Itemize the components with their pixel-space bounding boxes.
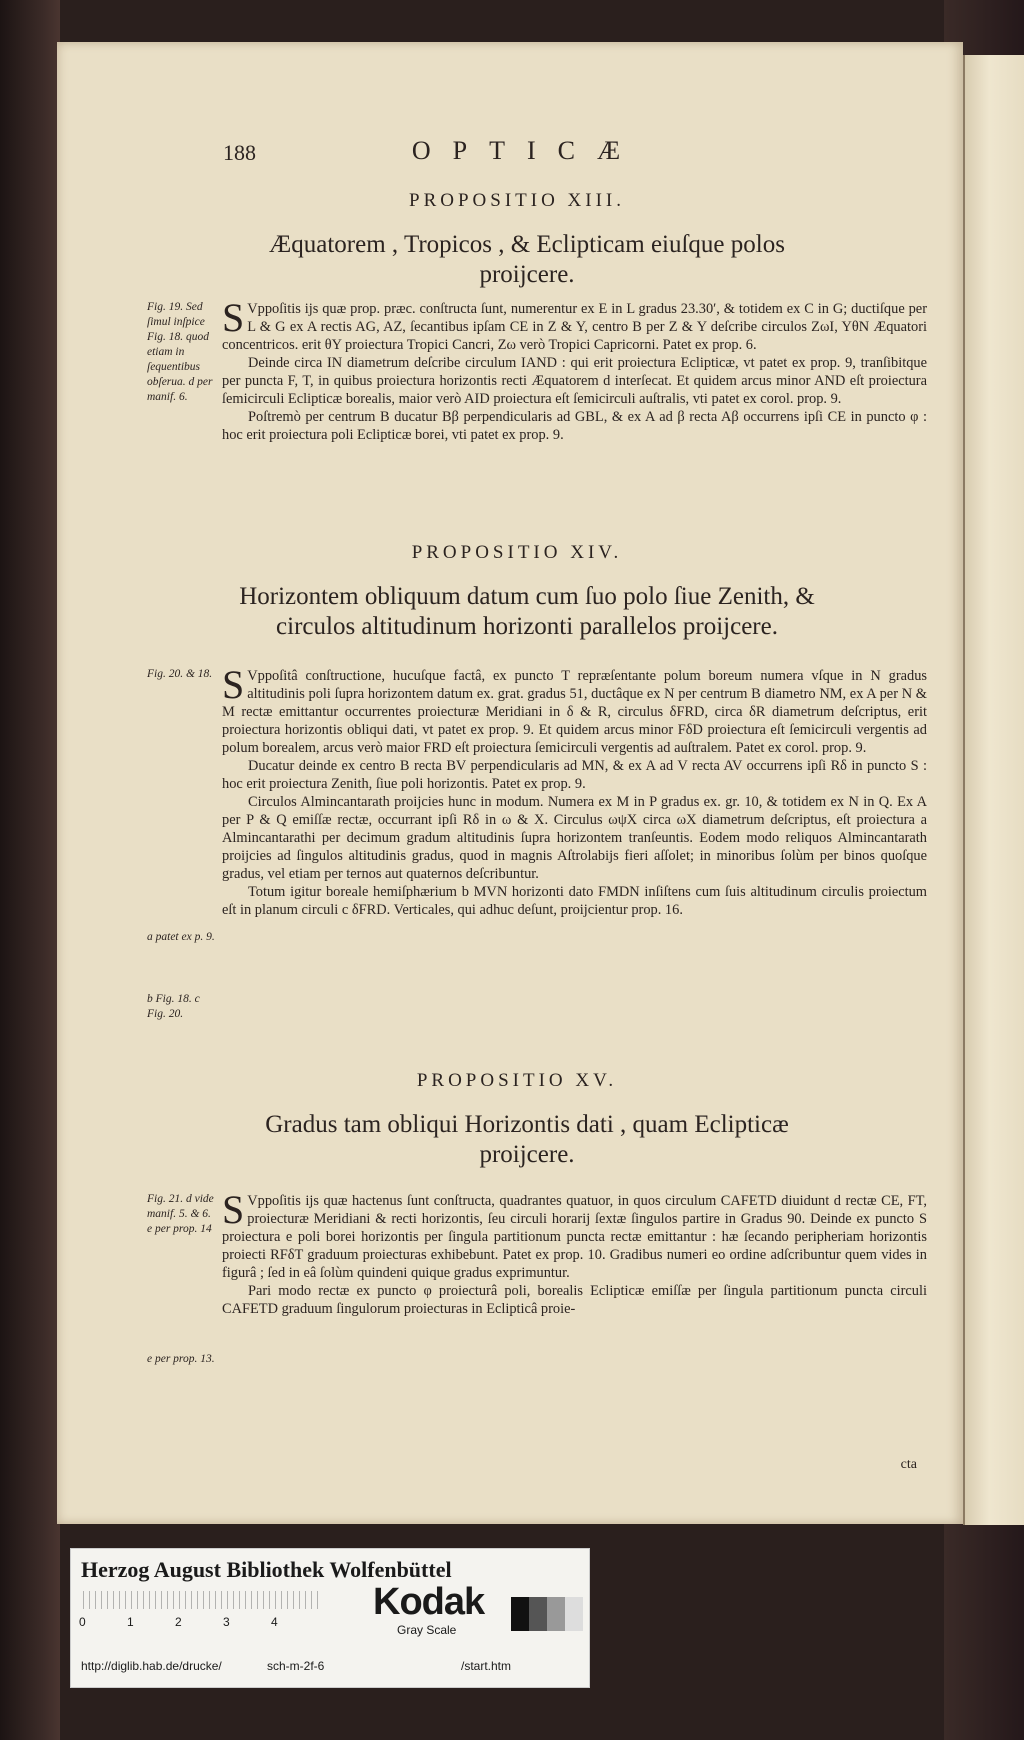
- prop-13-margin-note: Fig. 19. Sed ſimul inſpice Fig. 18. quod etiam in ſequentibus obſerua. d per manif. 6.: [147, 301, 213, 403]
- prop-15-title: Gradus tam obliqui Horizontis dati , quam Eclipticæ proijcere.: [265, 1111, 789, 1168]
- prop-15-paragraph-1: S Vppoſitis ijs quæ hactenus ſunt conſtructa, quadrantes quatuor, in quos circulum CAFETD diuidunt d rectæ CE, FT, proiecturæ Meridiani & recti horizontis, ſeu circuli horarij ſextæ ſingulos partire in Gradus 90. Deinde ex puncto S proiectura e poli borei horizontis per ſingula partitionum puncta rectæ emittantur : hæ ſecando peripheriam horizontis proiecti RFδT graduum proiecturas exhibebunt. Patet ex prop. 10. Gradibus numeri eo ordine adſcribuntur quem vides in figurâ ; ſed in eâ ſolùm quindeni quique gradus exprimuntur.: [222, 1187, 927, 1281]
- page-number: 188: [223, 140, 256, 165]
- gray-patch: [547, 1597, 565, 1631]
- scale-number: 1: [127, 1615, 134, 1629]
- scale-number: 4: [271, 1615, 278, 1629]
- prop-15-margin-note-2: e per prop. 13.: [147, 1353, 215, 1365]
- prop-15-heading: PROPOSITIO XV.: [416, 1070, 618, 1091]
- gray-scale-label: Gray Scale: [397, 1623, 457, 1637]
- gray-patch: [511, 1597, 529, 1631]
- library-name: Herzog August Bibliothek Wolfenbüttel: [81, 1557, 452, 1582]
- running-head: [57, 134, 963, 174]
- scale-number: 2: [175, 1615, 182, 1629]
- prop-14-paragraph-1: S Vppoſitâ conſtructione, hucuſque factâ, ex puncto T repræſentante polum boreum numera vſque in N gradus altitudinis poli ſupra horizontem datum ex. grat. gradus 51, ductâque ex N per centrum B diametro NM, ex A per N & M rectæ emittantur occurrentes proiecturæ Meridiani in δ & R, circulus δFRD, circa δR diametrum deſcriptus, erit proiectura horizontis obliqui dati, vt patet ex prop. 9. Et quidem arcus minor FδD proiectura eſt ſemicirculi vergentis ad polum borealem, arcus verò maior FRD eſt proiectura ſemicirculi vergentis ad auſtralem. Patet ex corol. prop. 9.: [222, 662, 927, 756]
- dropcap: S: [222, 1187, 245, 1232]
- prop-14-margin-note-3: b Fig. 18. c Fig. 20.: [147, 993, 200, 1020]
- prop-13-paragraph-3: Poſtremò per centrum B ducatur Bβ perpendicularis ad GBL, & ex A ad β recta Aβ occurrens ipſi CE in puncto φ : hoc erit proiectura poli Eclipticæ borei, vti patet ex prop. 9.: [222, 409, 927, 443]
- prop-14-heading: PROPOSITIO XIV.: [411, 542, 623, 563]
- running-title: OPTICÆ: [411, 136, 643, 165]
- gray-patch: [565, 1597, 583, 1631]
- prop-13-text: [222, 295, 927, 444]
- prop-15-text: [222, 1187, 927, 1318]
- scale-ruler: [83, 1591, 323, 1609]
- catchword: cta: [900, 1457, 917, 1472]
- prop-14-margin-note-2: a patet ex p. 9.: [147, 931, 215, 943]
- book-page: [57, 42, 963, 1524]
- url-text: http://diglib.hab.de/drucke/: [81, 1659, 222, 1673]
- gray-patch: [529, 1597, 547, 1631]
- prop-14-paragraph-3: Circulos Almincantarath proijcies hunc in modum. Numera ex M in P gradus ex. gr. 10, & totidem ex N in Q. Ex A per P & Q emiſſæ rectæ, occurrant ipſi Rδ in ω & X. Circulus ωψX circa ωX diametrum deſcriptus, eſt proiectura a Almincantarathi per decimum gradum altitudinis ſupra horizontem tranſeuntis. Eodem modo reliquos Almincantarath proijcies ad ſingulos altitudinis gradus, quod in magnis Aſtrolabijs fieri aſſolet; in minoribus ſolùm per binos quoſque gradus, vel etiam per ternos aut quaternos deſcribuntur.: [222, 794, 927, 882]
- prop-14-title: Horizontem obliquum datum cum ſuo polo ſiue Zenith, & circulos altitudinum horizonti parallelos proijcere.: [239, 583, 815, 640]
- dropcap: S: [222, 662, 245, 707]
- shelfmark: sch-m-2f-6: [267, 1659, 325, 1673]
- background-left: [0, 0, 60, 1740]
- prop-14-paragraph-2: Ducatur deinde ex centro B recta BV perpendicularis ad MN, & ex A ad V recta AV occurrens ipſi Rδ in puncto S : hoc erit proiectura Zenith, ſiue poli horizontis. Patet ex prop. 9.: [222, 758, 927, 792]
- prop-13-title: Æquatorem , Tropicos , & Eclipticam eiuſque polos proijcere.: [269, 231, 785, 288]
- kodak-logo: Kodak: [373, 1581, 485, 1623]
- dropcap: S: [222, 295, 245, 340]
- prop-14-paragraph-4: Totum igitur boreale hemiſphærium b MVN horizonti dato FMDN inſiſtens cum ſuis altitudinum circulis proiectum eſt in planum circuli c δFRD. Verticales, qui adhuc deſunt, proijcientur prop. 16.: [222, 884, 927, 918]
- prop-13-paragraph-1: S Vppoſitis ijs quæ prop. præc. conſtructa ſunt, numerentur ex E in L gradus 23.30′, & totidem ex C in G; ductiſque per L & G ex A rectis AG, AZ, ſecantibus ipſam CE in Z & Y, centro B per Z & Y deſcribe circulos ZωI, YθN Æquatori concentricos. erit θY proiectura Tropici Cancri, Zω verò Tropici Capricorni. Patet ex prop. 6.: [222, 295, 927, 353]
- scale-number: 3: [223, 1615, 230, 1629]
- prop-15-paragraph-2: Pari modo rectæ ex puncto φ proiecturâ poli, borealis Eclipticæ emiſſæ per ſingula partitionum puncta circuli CAFETD graduum ſingulorum proiecturas in Eclipticâ proie-: [222, 1283, 927, 1317]
- prop-14-text: [222, 662, 927, 919]
- prop-13-paragraph-2: Deinde circa IN diametrum deſcribe circulum IAND : qui erit proiectura Eclipticæ, vt patet ex prop. 9, tranſibitque per puncta F, T, in quibus proiectura horizontis recti Æquatorem d interſecat. Et quidem arcus minor AND eſt proiectura ſemicirculi Eclipticæ borealis, maior verò AID proiectura eſt ſemicirculi auſtralis, vti patet ex corol. prop. 9.: [222, 355, 927, 407]
- facing-page-edge: [963, 55, 1024, 1525]
- start-link: /start.htm: [461, 1659, 512, 1673]
- prop-13-heading: PROPOSITIO XIII.: [409, 190, 625, 211]
- scale-number: 0: [79, 1615, 86, 1629]
- kodak-gray-scale-card: [70, 1548, 590, 1688]
- scale-numbers: [79, 1615, 319, 1629]
- prop-15-margin-note-1: Fig. 21. d vide manif. 5. & 6. e per prop. 14: [147, 1193, 214, 1235]
- prop-14-margin-note-1: Fig. 20. & 18.: [147, 668, 213, 680]
